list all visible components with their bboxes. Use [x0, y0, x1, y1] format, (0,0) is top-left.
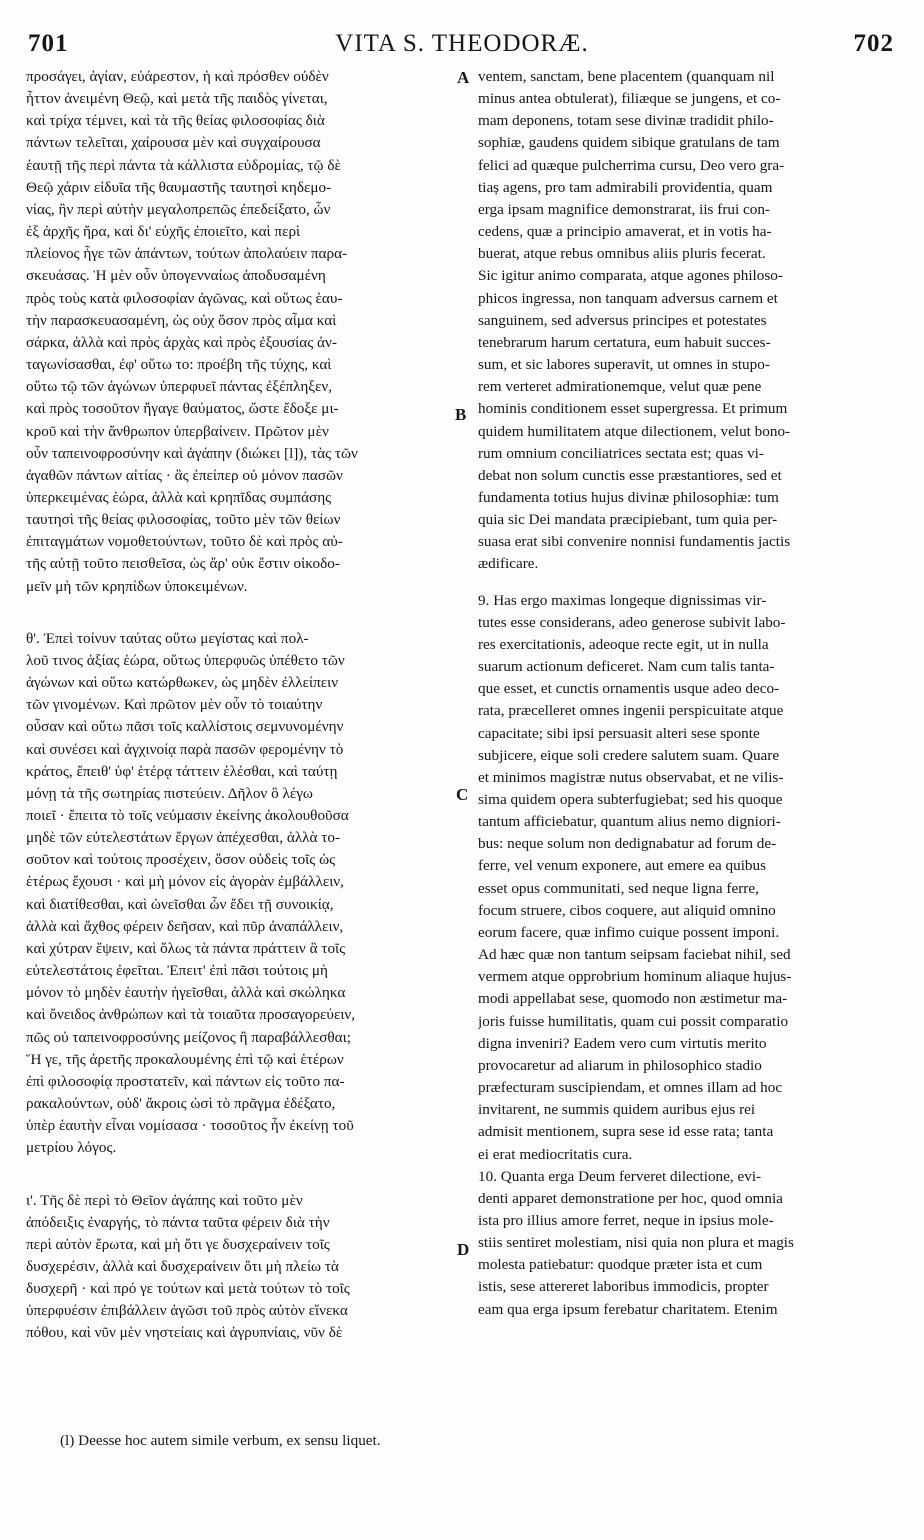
text-line: modi appellabat sese, quomodo non æstimetur ma-: [478, 990, 788, 1008]
text-line: phicos ingressa, non tanquam adversus carnem et: [478, 289, 778, 307]
text-line: εὐτελεστάτοις ἐφεῖται. Ἐπειτ' ἐπὶ πᾶσι τούτοις μὴ: [26, 962, 328, 980]
text-line: οὖν ταπεινοφροσύνην καὶ ἀγάπην (διώκει [l]), τὰς τῶν: [26, 444, 358, 462]
text-line: admisit mentionem, supra sese id esse rata; tanta: [478, 1123, 774, 1141]
text-line: capacitate; sibi ipsi persuasit alteri sese sponte: [478, 724, 760, 742]
text-line: esset opus communitati, sed neque ligna ferre,: [478, 879, 759, 897]
text-line: mam deponens, totam sese divinæ tradidit philo-: [478, 112, 774, 130]
text-line: δυσχερῆ · καὶ πρό γε τούτων καὶ μετὰ τούτων τὸ τοῖς: [26, 1280, 350, 1298]
text-line: cedens, quæ a principio amaverat, et in votis ha-: [478, 223, 772, 241]
paragraph-gap: [26, 598, 458, 628]
text-line: focum struere, cibos coquere, aut aliquid omnino: [478, 901, 776, 919]
text-line: ista pro illius amore ferret, neque in ipsius mole-: [478, 1211, 774, 1229]
text-line: καὶ συνέσει καὶ ἀγχινοίᾳ παρὰ πασῶν φερομένην τὸ: [26, 740, 344, 758]
text-line: ferre, vel venum exponere, aut emere ea quibus: [478, 857, 767, 875]
text-line: πόθου, καὶ νῦν μὲν νηστείαις καὶ ἀγρυπνίαις, νῦν δὲ: [26, 1324, 343, 1342]
text-line: ἑτέρως ἔχουσι · καὶ μὴ μόνον εἰς ἀγορὰν ἐμβάλλειν,: [26, 873, 344, 891]
text-line: quia sic Dei mandata præcipiebant, tum quia per-: [478, 511, 778, 529]
text-line: ἐπὶ φιλοσοφίᾳ προστατεῖν, καὶ πάντων εἰς τοῦτο πα-: [26, 1072, 345, 1090]
margin-marker-b: B: [455, 405, 467, 424]
paragraph-gap: [26, 1160, 458, 1190]
text-line: κροῦ καὶ τὴν ἄνθρωπον ὑπερβαίνειν. Πρῶτον μὲν: [26, 422, 329, 440]
running-title: VITA S. THEODORÆ.: [335, 30, 589, 57]
text-line: οὖσαν καὶ οὕτω πᾶσι τοῖς καλλίστοις σεμνυνομένην: [26, 718, 344, 736]
text-line: καὶ ὄνειδος ἀνθρώπων καὶ τὰ τοιαῦτα προσαγορεύειν,: [26, 1006, 356, 1024]
latin-text-column: [478, 66, 900, 1321]
text-line: eorum facere, quæ infimo cuique possent imponi.: [478, 923, 780, 941]
text-line: ἀγαθῶν πάντων αἰτίας · ἃς ἐπείπερ οὐ μόνον πασῶν: [26, 466, 343, 484]
text-line: joris fuisse humilitatis, quam cui possit comparatio: [478, 1012, 789, 1030]
text-line: Sic igitur animo comparata, atque agones philoso-: [478, 267, 783, 285]
text-line: debat non solum cunctis esse præstantiores, sed et: [478, 466, 782, 484]
text-line: Ad hæc quæ non tantum seipsam faciebat nihil, sed: [478, 946, 791, 964]
text-line: σοῦτον καὶ τούτοις προσέχειν, ὅσον οὐδεὶς τοῖς ὡς: [26, 851, 336, 869]
text-line: νίας, ἣν περὶ αὐτὴν μεγαλοπρεπῶς ἐπεδείξατο, ὧν: [26, 200, 331, 218]
text-line: προσάγει, ἁγίαν, εὐάρεστον, ἡ καὶ πρόσθεν οὐδὲν: [26, 68, 329, 85]
text-line: ποιεῖ · ἔπειτα τὸ τοῖς νεύμασιν ἐκείνης ἀκολουθοῦσα: [26, 807, 349, 824]
text-line: θ'. Ἐπεὶ τοίνυν ταύτας οὕτω μεγίστας καὶ πολ-: [26, 629, 309, 647]
text-line: καὶ τρίχα τέμνει, καὶ τὰ τῆς θείας φιλοσοφίας διὰ: [26, 112, 325, 130]
text-line: 10. Quanta erga Deum ferveret dilectione, evi-: [478, 1167, 762, 1185]
text-line: suarum actionum deficeret. Nam cum talis tanta-: [478, 658, 775, 676]
text-line: πάντων τελεῖται, χαίρουσα μὲν καὶ συγχαίρουσα: [26, 134, 321, 152]
text-line: rum omnium conciliatrices sectata est; quas vi-: [478, 444, 764, 462]
text-line: ἧττον ἀνειμένη Θεῷ, καὶ μετὰ τῆς παιδὸς γίνεται,: [26, 90, 328, 108]
text-line: rem verteret admirationemque, velut quæ pene: [478, 378, 762, 396]
text-line: sophiæ, gaudens quidem sibique gratulans de tam: [478, 134, 780, 152]
text-line: sanguinem, sed adversus principes et potestates: [478, 311, 767, 329]
margin-marker-a: A: [457, 68, 470, 87]
text-line: minus antea obtulerat), filiæque se jungens, et co-: [478, 90, 781, 108]
text-line: ὑπερκειμένας ἑώρα, ἀλλὰ καὶ κρηπῖδας συμπάσης: [26, 488, 332, 506]
text-line: ædificare.: [478, 555, 539, 573]
text-line: ἀγώνων καὶ οὕτω κατώρθωκεν, ὡς μηδὲν ἐλλείπειν: [26, 674, 339, 692]
text-line: fundamenta totius hujus divinæ philosophiæ: tum: [478, 488, 779, 506]
text-line: 9. Has ergo maximas longeque dignissimas vir-: [478, 591, 767, 609]
text-line: ρακαλούντων, οὐδ' ἄκροις ὠσὶ τὸ πρᾶγμα ἐδέξατο,: [26, 1095, 336, 1113]
text-line: ei erat mediocritatis cura.: [478, 1145, 633, 1163]
text-line: μετρίου λόγος.: [26, 1139, 117, 1157]
text-line: μηδὲ τῶν εὐτελεστάτων ἔργων ἀπέχεσθαι, ἀλλὰ το-: [26, 829, 341, 847]
text-line: σκευάσας. Ἡ μὲν οὖν ὑπογενναίως ἀποδυσαμένη: [26, 267, 326, 285]
text-line: istis, sese attereret laboribus immodicis, propter: [478, 1278, 769, 1296]
text-line: δυσχερέσιν, ἀλλὰ καὶ δυσχεραίνειν ὅτι μὴ πλείω τὰ: [26, 1257, 339, 1275]
text-line: μεῖν μὴ τῶν κρηπίδων ὑποκειμένων.: [26, 577, 248, 595]
text-line: σάρκα, ἀλλὰ καὶ πρὸς ἀρχὰς καὶ πρὸς ἐξουσίας ἀν-: [26, 333, 337, 351]
text-line: digna inveniri? Eadem vero cum virtutis merito: [478, 1034, 767, 1052]
text-line: res exercitationis, adeoque recte egit, ut in nulla: [478, 635, 769, 653]
greek-text-column: [26, 66, 458, 1345]
text-line: invitarent, ne summis quidem auribus ejus rei: [478, 1101, 756, 1119]
text-line: καὶ χύτραν ἕψειν, καὶ ὅλως τὰ πάντα πράττειν ἃ τοῖς: [26, 939, 346, 957]
text-line: hominis conditionem esset supergressa. Et primum: [478, 400, 788, 418]
text-line: denti apparet demonstratione per hoc, quod omnia: [478, 1189, 783, 1207]
text-line: tutes esse considerans, adeo generose subivit labo-: [478, 613, 786, 631]
text-line: ὑπερφυέσιν ἐπιβάλλειν ἀγῶσι τοῦ πρὸς αὐτὸν εἵνεκα: [26, 1302, 348, 1320]
text-line: buerat, atque rebus omnibus aliis pluris fecerat.: [478, 245, 766, 263]
text-line: tenebrarum harum certatura, eum habuit succes-: [478, 333, 771, 351]
text-line: molesta patiebatur: quodque præter ista et cum: [478, 1256, 763, 1274]
text-line: erga ipsam magnifice demonstrarat, iis frui con-: [478, 200, 770, 218]
text-line: ἐξ ἀρχῆς ἤρα, καὶ δι' εὐχῆς ἐποιεῖτο, καὶ περὶ: [26, 223, 301, 241]
text-line: μόνῃ τὰ τῆς σωτηρίας πιστεύειν. Δῆλον ὃ λέγω: [26, 784, 313, 802]
text-line: ταυτησὶ τῆς θείας φιλοσοφίας, τοῦτο μὲν τῶν θείων: [26, 511, 341, 529]
page-number-right: 702: [853, 30, 894, 57]
text-line: bus: neque solum non dedignabatur ad forum de-: [478, 835, 777, 853]
text-line: rata, præcelleret omnes ingenii perspicuitate atque: [478, 702, 784, 720]
text-line: περὶ αὐτὸν ἔρωτα, καὶ μὴ ὅτι γε δυσχεραίνειν τοῖς: [26, 1235, 330, 1253]
text-line: felici ad quæque pulcherrima cursu, Deo vero gra-: [478, 156, 785, 174]
text-line: μόνον τὸ μηδὲν ἑαυτὴν ἡγεῖσθαι, ἀλλὰ καὶ σκώληκα: [26, 984, 346, 1002]
text-line: πρὸς τοὺς κατὰ φιλοσοφίαν ἀγῶνας, καὶ οὕτως ἑαυ-: [26, 289, 343, 307]
text-line: οὕτω τῷ τῶν ἀγώνων ὑπερφυεῖ πάντας ἐξέπληξεν,: [26, 378, 333, 396]
text-line: vermem atque opprobrium hominum aliaque hujus-: [478, 968, 792, 986]
paragraph-gap: [478, 576, 900, 590]
text-line: et minimos magistræ nutus observabat, et ne vilis-: [478, 768, 784, 786]
text-line: quidem humilitatem atque dilectionem, velut bono-: [478, 422, 791, 440]
text-line: ι'. Τῆς δὲ περὶ τὸ Θεῖον ἀγάπης καὶ τοῦτο μὲν: [26, 1191, 303, 1209]
margin-marker-d: D: [457, 1240, 470, 1259]
text-line: tiaș agens, pro tam admirabili providentia, quam: [478, 178, 773, 196]
text-line: Ἥ γε, τῆς ἀρετῆς προκαλουμένης ἐπὶ τῷ καὶ ἑτέρων: [26, 1050, 344, 1068]
text-line: λοῦ τινος ἀξίας ἑώρα, οὕτως ὑπερφυῶς ὑπέθετο τῶν: [26, 651, 345, 669]
text-line: ὑπὲρ ἑαυτὴν εἶναι νομίσασα · τοσοῦτος ἦν ἐκείνῃ τοῦ: [26, 1117, 354, 1135]
text-line: ἑαυτῇ τῆς περὶ πάντα τὰ κάλλιστα εὐδρομίας, τῷ δὲ: [26, 156, 341, 174]
text-line: πλείονος ἦγε τῶν ἁπάντων, τούτων ἀπολαύειν παρα-: [26, 245, 348, 263]
text-line: provocaretur ad aliarum in philosophico stadio: [478, 1056, 762, 1074]
text-line: τῶν γινομένων. Καὶ πρῶτον μὲν οὖν τὸ τοιαύτην: [26, 696, 323, 714]
text-line: Θεῷ χάριν εἰδυῖα τῆς θαυμαστῆς ταυτησὶ κηδεμο-: [26, 178, 332, 196]
text-line: sima quidem opera subterfugiebat; sed his quoque: [478, 791, 783, 808]
text-line: præfecturam suscipiendam, et omnes illam ad hoc: [478, 1079, 783, 1097]
text-line: sum, et sic labores superavit, ut omnes in stupo-: [478, 356, 770, 374]
text-line: ἀπόδειξις ἐναργής, τὸ πάντα ταῦτα φέρειν διὰ τὴν: [26, 1213, 330, 1231]
text-line: ἐπιταγμάτων νομοθετούντων, τοῦτο δὲ καὶ πρὸς αὐ-: [26, 533, 343, 551]
footnote: (l) Deesse hoc autem simile verbum, ex sensu liquet.: [60, 1432, 381, 1449]
text-line: καὶ διατίθεσθαι, καὶ ὠνεῖσθαι ὧν ἔδει τῇ συνοικίᾳ,: [26, 895, 334, 913]
text-line: ventem, sanctam, bene placentem (quanquam nil: [478, 68, 775, 85]
text-line: πῶς οὐ ταπεινοφροσύνης μείζονος ἢ παραβάλλεσθαι;: [26, 1028, 351, 1046]
text-line: stiis sentiret molestiam, nisi quia non plura et magis: [478, 1234, 794, 1252]
text-line: καὶ πρὸς τοσοῦτον ἤγαγε θαύματος, ὥστε ἔδοξε μι-: [26, 400, 339, 418]
text-line: ἀλλὰ καὶ ἄχθος φέρειν δεῆσαν, καὶ πῦρ ἀναπάλλειν,: [26, 917, 344, 935]
text-line: eam qua erga ipsum ferebatur charitatem. Etenim: [478, 1300, 778, 1318]
text-line: κράτος, ἔπειθ' ὑφ' ἑτέρᾳ τάττειν ἑλέσθαι, καὶ ταύτῃ: [26, 762, 338, 780]
text-line: que esset, et cunctis ornamentis usque adeo deco-: [478, 680, 780, 698]
text-line: τὴν παρασκευασαμένη, ὡς οὐχ ὅσον πρὸς αἷμα καὶ: [26, 311, 337, 329]
text-line: ταγωνίσασθαι, ἐφ' οὕτω το: προέβη τῆς τύχης, καὶ: [26, 356, 332, 374]
page-number-left: 701: [28, 30, 69, 57]
text-line: subjicere, eique soli credere salutem suam. Quare: [478, 746, 780, 764]
text-line: suasa erat sibi convenire nonnisi fundamentis jactis: [478, 533, 791, 551]
text-line: τῆς αὐτῇ τοῦτο πεισθεῖσα, ὡς ἄρ' οὐκ ἔστιν οἰκοδο-: [26, 555, 340, 573]
margin-marker-c: C: [456, 785, 469, 804]
text-line: tantum afficiebatur, quantum alius nemo digniori-: [478, 813, 781, 831]
